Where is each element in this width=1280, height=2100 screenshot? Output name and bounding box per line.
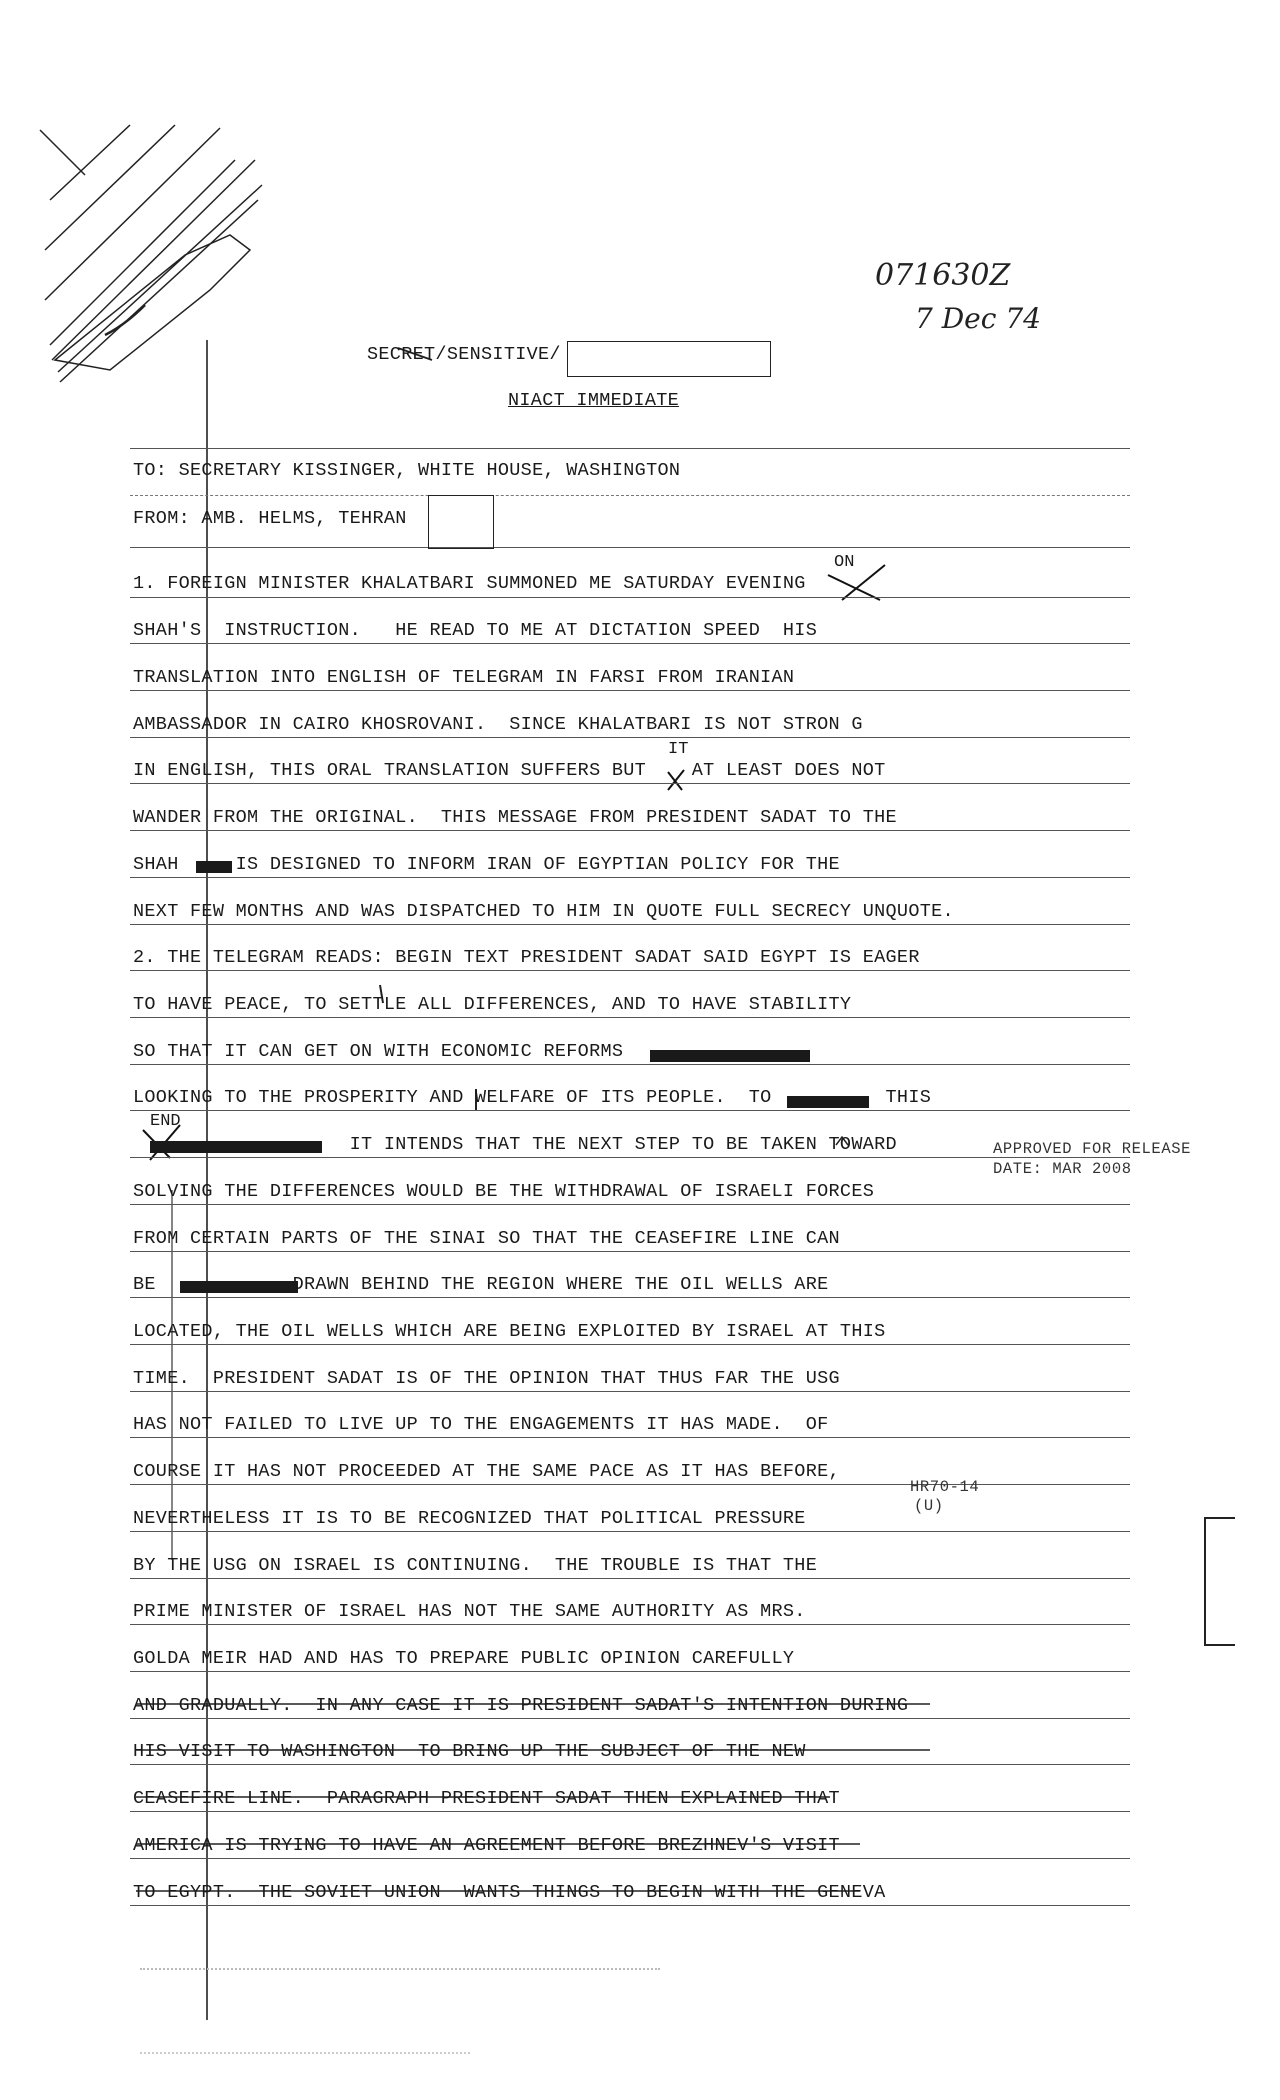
handwritten-date: 7 Dec 74 <box>915 302 1041 335</box>
body-line: TRANSLATION INTO ENGLISH OF TELEGRAM IN FARSI FROM IRANIAN <box>133 667 795 688</box>
rule <box>130 877 1130 878</box>
body-line: BY THE USG ON ISRAEL IS CONTINUING. THE TROUBLE IS THAT THE <box>133 1555 818 1576</box>
body-line: IT INTENDS THAT THE NEXT STEP TO BE TAKEN TOWARD <box>133 1134 897 1155</box>
rule <box>130 1811 1130 1812</box>
body-line: HAS NOT FAILED TO LIVE UP TO THE ENGAGEMENTS IT HAS MADE. OF <box>133 1414 829 1435</box>
rule <box>130 1064 1130 1065</box>
rule <box>130 448 1130 449</box>
body-line: NEVERTHELESS IT IS TO BE RECOGNIZED THAT POLITICAL PRESSURE <box>133 1508 806 1529</box>
rule <box>130 1578 1130 1579</box>
to-line: TO: SECRETARY KISSINGER, WHITE HOUSE, WASHINGTON <box>133 460 681 481</box>
rule <box>130 597 1130 598</box>
body-line: BE DRAWN BEHIND THE REGION WHERE THE OIL WELLS ARE <box>133 1274 829 1295</box>
rule <box>130 970 1130 971</box>
faint-print-noise <box>140 2052 470 2060</box>
redaction-box-classification <box>567 341 771 377</box>
rule <box>130 690 1130 691</box>
body-line: GOLDA MEIR HAD AND HAS TO PREPARE PUBLIC OPINION CAREFULLY <box>133 1648 795 1669</box>
rule <box>130 1624 1130 1625</box>
body-line: AMERICA IS TRYING TO HAVE AN AGREEMENT BEFORE BREZHNEV'S VISIT <box>133 1835 840 1856</box>
body-line: AND GRADUALLY. IN ANY CASE IT IS PRESIDENT SADAT'S INTENTION DURING <box>133 1695 909 1716</box>
rule <box>130 1437 1130 1438</box>
body-line: SOLVING THE DIFFERENCES WOULD BE THE WITHDRAWAL OF ISRAELI FORCES <box>133 1181 875 1202</box>
corner-mark <box>105 305 145 335</box>
body-line: 1. FOREIGN MINISTER KHALATBARI SUMMONED ME SATURDAY EVENING <box>133 573 806 594</box>
rule <box>130 495 1130 496</box>
from-line: FROM: AMB. HELMS, TEHRAN <box>133 508 407 529</box>
rule <box>130 1391 1130 1392</box>
hr-code: HR70-14 <box>910 1478 980 1496</box>
hr-code-sub: (U) <box>914 1497 944 1515</box>
body-line: SHAH'S INSTRUCTION. HE READ TO ME AT DICTATION SPEED HIS <box>133 620 818 641</box>
hatch-lines <box>40 125 262 382</box>
body-line: SO THAT IT CAN GET ON WITH ECONOMIC REFORMS <box>133 1041 624 1062</box>
insertion-on: ON <box>834 553 855 572</box>
rule <box>130 547 1130 548</box>
rule <box>130 1858 1130 1859</box>
body-line: HIS VISIT TO WASHINGTON TO BRING UP THE SUBJECT OF THE NEW <box>133 1741 806 1762</box>
rule <box>130 924 1130 925</box>
release-stamp-line1: APPROVED FOR RELEASE <box>993 1140 1192 1158</box>
rule <box>130 1905 1130 1906</box>
rule <box>130 1204 1130 1205</box>
rule <box>130 1484 1130 1485</box>
paper-corner <box>55 235 250 370</box>
rule <box>130 783 1130 784</box>
insertion-end: END <box>150 1112 181 1131</box>
classification-line: SECRET/SENSITIVE/ <box>367 344 561 365</box>
body-line: 2. THE TELEGRAM READS: BEGIN TEXT PRESIDENT SADAT SAID EGYPT IS EAGER <box>133 947 920 968</box>
body-line: IN ENGLISH, THIS ORAL TRANSLATION SUFFERS BUT AT LEAST DOES NOT <box>133 760 886 781</box>
body-line: CEASEFIRE LINE. PARAGRAPH PRESIDENT SADAT THEN EXPLAINED THAT <box>133 1788 840 1809</box>
redaction-box-from <box>428 495 494 549</box>
body-line: NEXT FEW MONTHS AND WAS DISPATCHED TO HIM IN QUOTE FULL SECRECY UNQUOTE. <box>133 901 954 922</box>
body-line: TIME. PRESIDENT SADAT IS OF THE OPINION THAT THUS FAR THE USG <box>133 1368 840 1389</box>
release-stamp-line2: DATE: MAR 2008 <box>993 1160 1132 1178</box>
body-line: LOOKING TO THE PROSPERITY AND WELFARE OF ITS PEOPLE. TO THIS <box>133 1087 932 1108</box>
rule <box>130 1531 1130 1532</box>
body-line: LOCATED, THE OIL WELLS WHICH ARE BEING EXPLOITED BY ISRAEL AT THIS <box>133 1321 886 1342</box>
faint-print-noise <box>140 1968 660 1976</box>
rule <box>130 1764 1130 1765</box>
rule <box>130 1110 1130 1111</box>
rule <box>130 1157 1130 1158</box>
body-line: PRIME MINISTER OF ISRAEL HAS NOT THE SAME AUTHORITY AS MRS. <box>133 1601 806 1622</box>
precedence-line: NIACT IMMEDIATE <box>508 390 680 411</box>
rule <box>130 737 1130 738</box>
body-line: AMBASSADOR IN CAIRO KHOSROVANI. SINCE KHALATBARI IS NOT STRON G <box>133 714 863 735</box>
rule <box>130 1671 1130 1672</box>
rule <box>130 1297 1130 1298</box>
handwritten-dtg: 071630Z <box>875 258 1011 293</box>
rule <box>130 1718 1130 1719</box>
rule <box>130 643 1130 644</box>
rule <box>130 830 1130 831</box>
body-line: WANDER FROM THE ORIGINAL. THIS MESSAGE FROM PRESIDENT SADAT TO THE <box>133 807 897 828</box>
rule <box>130 1344 1130 1345</box>
side-bracket <box>1205 1518 1235 1645</box>
body-line: TO EGYPT. THE SOVIET UNION WANTS THINGS TO BEGIN WITH THE GENEVA <box>133 1882 886 1903</box>
rule <box>130 1251 1130 1252</box>
body-line: TO HAVE PEACE, TO SETTLE ALL DIFFERENCES, AND TO HAVE STABILITY <box>133 994 852 1015</box>
body-line: SHAH IS DESIGNED TO INFORM IRAN OF EGYPTIAN POLICY FOR THE <box>133 854 840 875</box>
rule <box>130 1017 1130 1018</box>
body-line: COURSE IT HAS NOT PROCEEDED AT THE SAME PACE AS IT HAS BEFORE, <box>133 1461 840 1482</box>
insertion-it: IT <box>668 740 689 759</box>
body-line: FROM CERTAIN PARTS OF THE SINAI SO THAT THE CEASEFIRE LINE CAN <box>133 1228 840 1249</box>
